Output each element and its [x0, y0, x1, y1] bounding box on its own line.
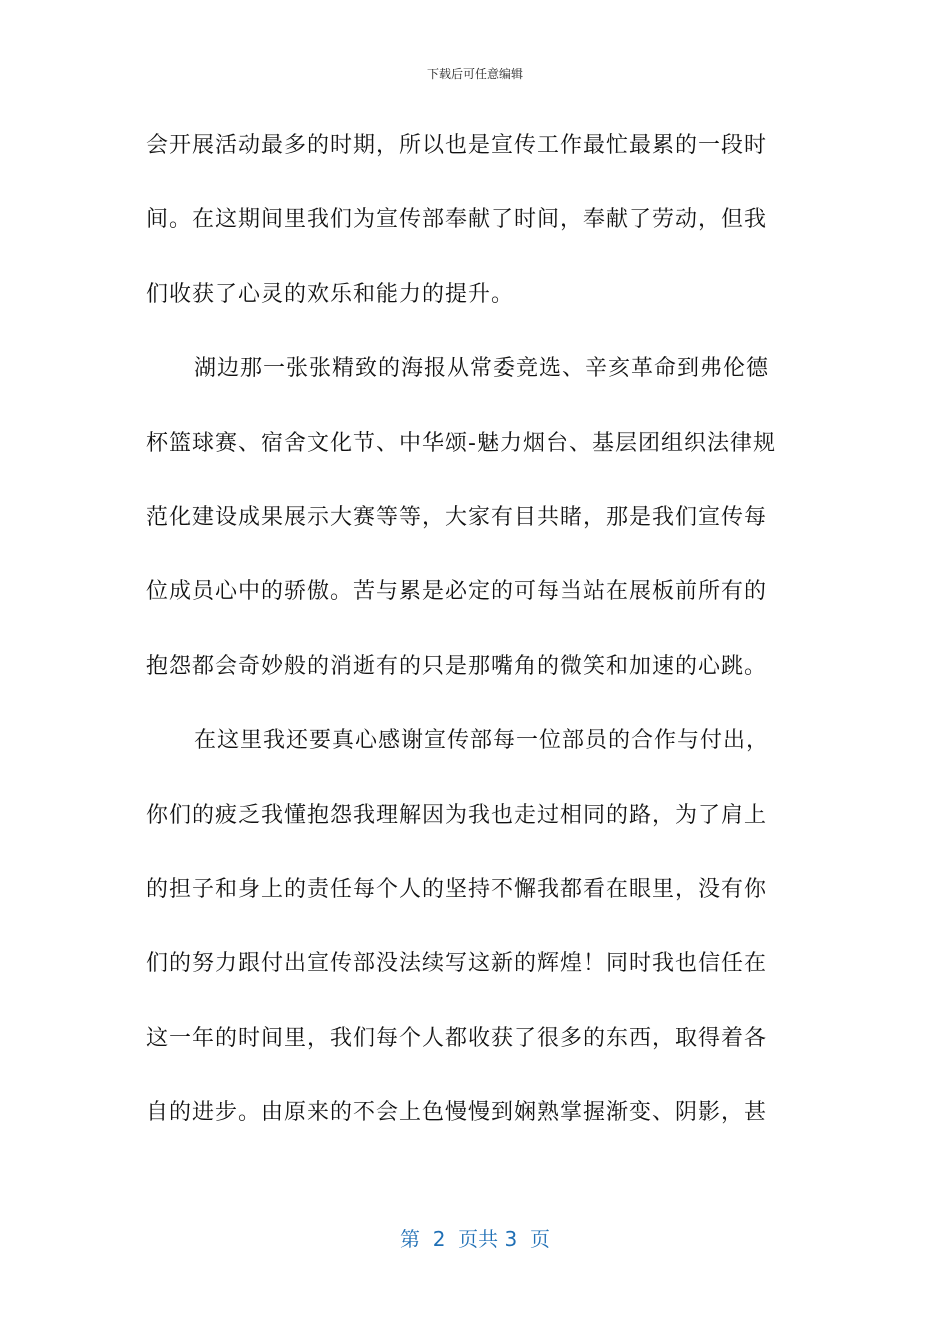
text-line: 范化建设成果展示大赛等等，大家有目共睹，那是我们宣传每: [146, 504, 768, 530]
text-line: 们收获了心灵的欢乐和能力的提升。: [146, 281, 515, 307]
text-line: 抱怨都会奇妙般的消逝有的只是那嘴角的微笑和加速的心跳。: [146, 653, 768, 679]
page-header: 下载后可任意编辑: [426, 67, 523, 81]
text-line: 自的进步。由原来的不会上色慢慢到娴熟掌握渐变、阴影，甚: [146, 1100, 768, 1126]
page-number-footer: 第 2 页共 3 页: [400, 1227, 550, 1251]
text-line: 的担子和身上的责任每个人的坚持不懈我都看在眼里，没有你: [146, 876, 768, 902]
paragraph-first-line: 在这里我还要真心感谢宣传部每一位部员的合作与付出，: [194, 728, 770, 754]
text-line: 们的努力跟付出宣传部没法续写这新的辉煌！同时我也信任在: [146, 951, 768, 977]
text-line: 间。在这期间里我们为宣传部奉献了时间，奉献了劳动，但我: [146, 207, 768, 233]
text-line: 这一年的时间里，我们每个人都收获了很多的东西，取得着各: [146, 1025, 768, 1051]
text-line: 位成员心中的骄傲。苦与累是必定的可每当站在展板前所有的: [146, 579, 768, 605]
paragraph-first-line: 湖边那一张张精致的海报从常委竞选、辛亥革命到弗伦德: [194, 356, 770, 382]
text-line: 会开展活动最多的时期，所以也是宣传工作最忙最累的一段时: [146, 133, 768, 158]
text-line: 你们的疲乏我懂抱怨我理解因为我也走过相同的路，为了肩上: [146, 802, 768, 828]
text-line: 杯篮球赛、宿舍文化节、中华颂-魅力烟台、基层团组织法律规: [146, 430, 776, 456]
document-body: [146, 116, 806, 1157]
